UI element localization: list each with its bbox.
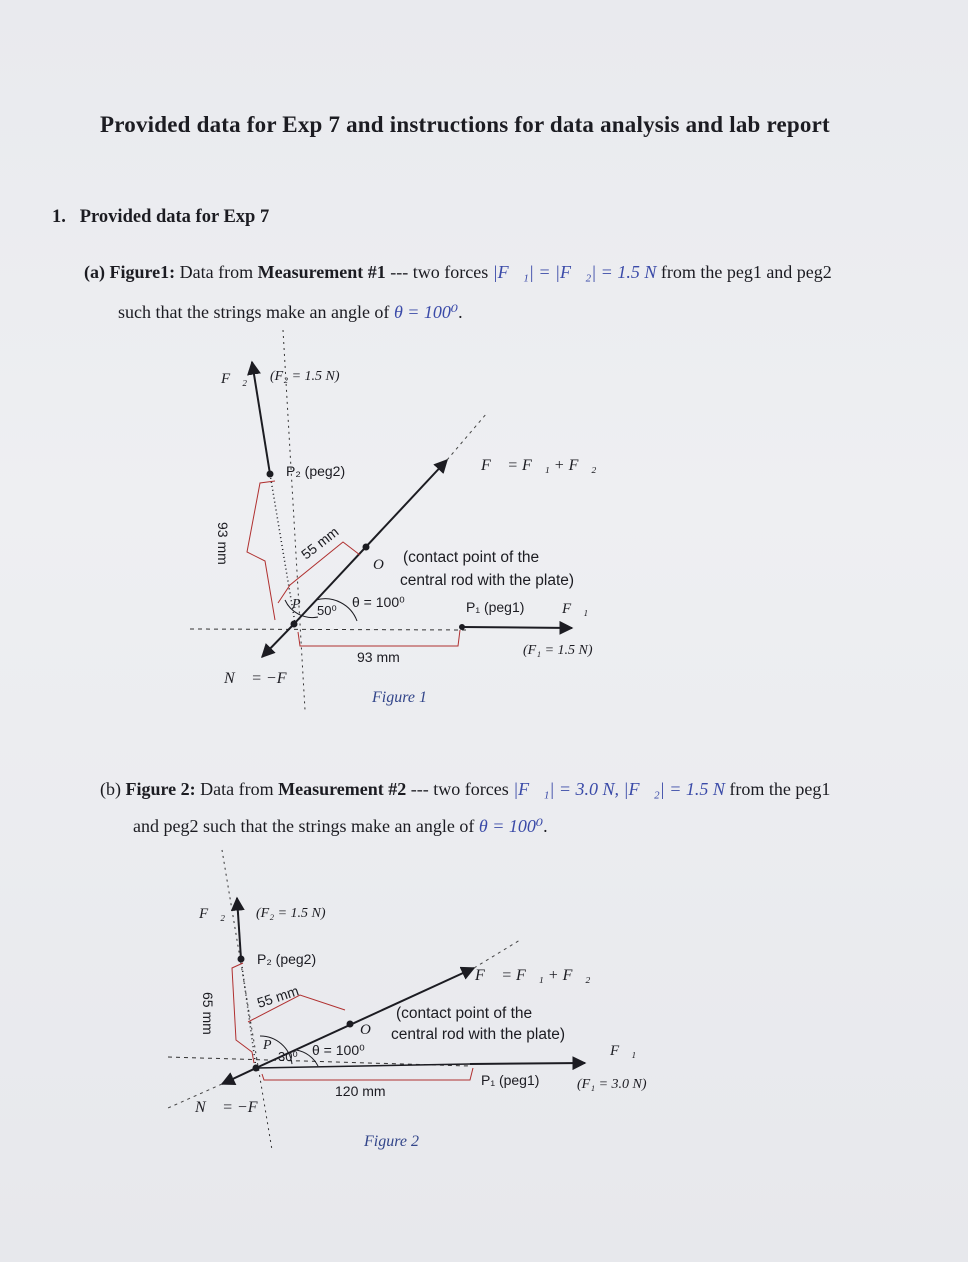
fig2-o-label: O [360,1022,371,1038]
fig1-p1-point [459,624,465,630]
fig2-contact-line2: central rod with the plate) [391,1026,566,1043]
fig1-resultant-dashed [447,413,487,460]
fig2-resultant-label: F⃗ = F⃗₁ + F⃗₂ [475,967,591,984]
fig1-dist-horizontal: 93 mm [357,649,400,665]
part-b-formula: |F⃗₁| = 3.0 N, |F⃗₂| = 1.5 N [513,779,725,799]
fig1-f2-vector-label: F⃗₂ [221,371,248,387]
fig1-contact-line2: central rod with the plate) [400,572,575,589]
part-b-figure-ref: Figure 2: [125,779,196,799]
fig1-horizontal-dashed [190,629,470,630]
part-b-angle: θ = 100⁰ [478,816,544,836]
fig2-contact-line1: (contact point of the [396,1005,533,1022]
part-a-text2: --- two forces [385,262,493,282]
fig1-p1-label: P₁ (peg1) [466,599,525,615]
fig2-p-point [253,1065,260,1072]
part-a-label: (a) [84,262,105,282]
fig2-o-point [347,1021,354,1028]
part-a-text3: from the peg1 and peg2 [656,262,832,282]
fig2-f1-arrow [470,1063,585,1064]
part-b-label: (b) [100,779,121,799]
fig2-p-label: P [263,1038,272,1053]
section-number: 1. [52,207,66,227]
figure-1 [190,330,597,710]
fig2-f2-vector-label: F⃗₂ [199,906,226,922]
part-a-line2-end: . [458,302,463,322]
fig1-vertical-dashed [283,330,305,710]
fig2-f1-vector-label: F⃗₁ [610,1043,637,1059]
fig1-contact-line1: (contact point of the [403,549,540,566]
fig2-string-p1 [256,1064,470,1068]
fig2-dist-vertical: 65 mm [200,992,216,1035]
part-a-text1: Data from [175,262,258,282]
fig1-dist-diag: 55 mm [297,523,342,563]
fig2-string-p2 [241,959,256,1068]
fig1-theta: θ = 100⁰ [352,594,405,610]
fig1-f2-value: (F₂ = 1.5 N) [270,369,340,384]
part-a-angle: θ = 100⁰ [393,302,459,322]
fig2-p2-label: P₂ (peg2) [257,951,317,967]
fig1-f1-vector-label: F⃗₁ [562,601,589,617]
part-a-measurement: Measurement #1 [257,262,386,282]
fig1-o-label: O [373,557,384,573]
fig1-normal-arrow [262,625,293,657]
fig1-o-point [363,544,370,551]
part-b-measurement: Measurement #2 [278,779,407,799]
fig2-dist-horizontal: 120 mm [335,1083,386,1099]
fig2-resultant-dashed [474,940,520,968]
fig2-dim-horizontal [262,1068,473,1080]
fig1-f1-arrow [462,627,572,628]
fig2-angle-small: 30⁰ [278,1049,298,1064]
fig2-f2-value: (F₂ = 1.5 N) [256,906,326,921]
part-b-text1: Data from [195,779,279,799]
part-a-formula: |F⃗₁| = |F⃗₂| = 1.5 N [492,262,657,282]
fig2-f2-arrow [237,898,241,959]
figure-2 [168,850,647,1150]
part-b-line2-text: and peg2 such that the strings make an angle of [133,816,479,836]
fig2-normal-label: N⃗ = −F⃗ [195,1099,270,1116]
fig1-caption: Figure 1 [372,689,427,706]
fig2-p2-point [238,956,245,963]
part-b-text3: from the peg1 [724,779,831,799]
fig1-resultant-label: F⃗ = F⃗₁ + F⃗₂ [481,457,597,474]
fig1-f2-arrow [252,362,270,474]
fig1-p-label: P [292,597,301,612]
part-a-figure-ref: Figure1: [109,262,176,282]
part-b-text2: --- two forces [406,779,514,799]
fig1-angle-small: 50⁰ [317,603,337,618]
fig2-caption: Figure 2 [364,1133,419,1150]
fig1-p2-label: P₂ (peg2) [286,463,346,479]
fig1-dim-horizontal [298,630,460,646]
fig2-p1-label: P₁ (peg1) [481,1072,540,1088]
section-heading-text: Provided data for Exp 7 [79,207,270,227]
fig2-dist-diag: 55 mm [254,982,301,1011]
fig1-f1-value: (F₁ = 1.5 N) [523,643,593,658]
fig1-normal-label: N⃗ = −F⃗ [224,670,299,687]
fig2-theta: θ = 100⁰ [312,1042,365,1058]
fig2-dim-vertical [232,963,254,1063]
page-title: Provided data for Exp 7 and instructions for data analysis and lab report [100,112,830,137]
fig1-dist-vertical: 93 mm [215,522,231,565]
fig1-dim-vertical [247,481,275,620]
fig2-normal-arrow [222,1068,256,1084]
part-b-line2-end: . [543,816,548,836]
fig1-p-point [291,621,298,628]
fig1-p2-point [267,471,274,478]
part-a-line2-text: such that the strings make an angle of [118,302,394,322]
fig2-f1-value: (F₁ = 3.0 N) [577,1077,647,1092]
